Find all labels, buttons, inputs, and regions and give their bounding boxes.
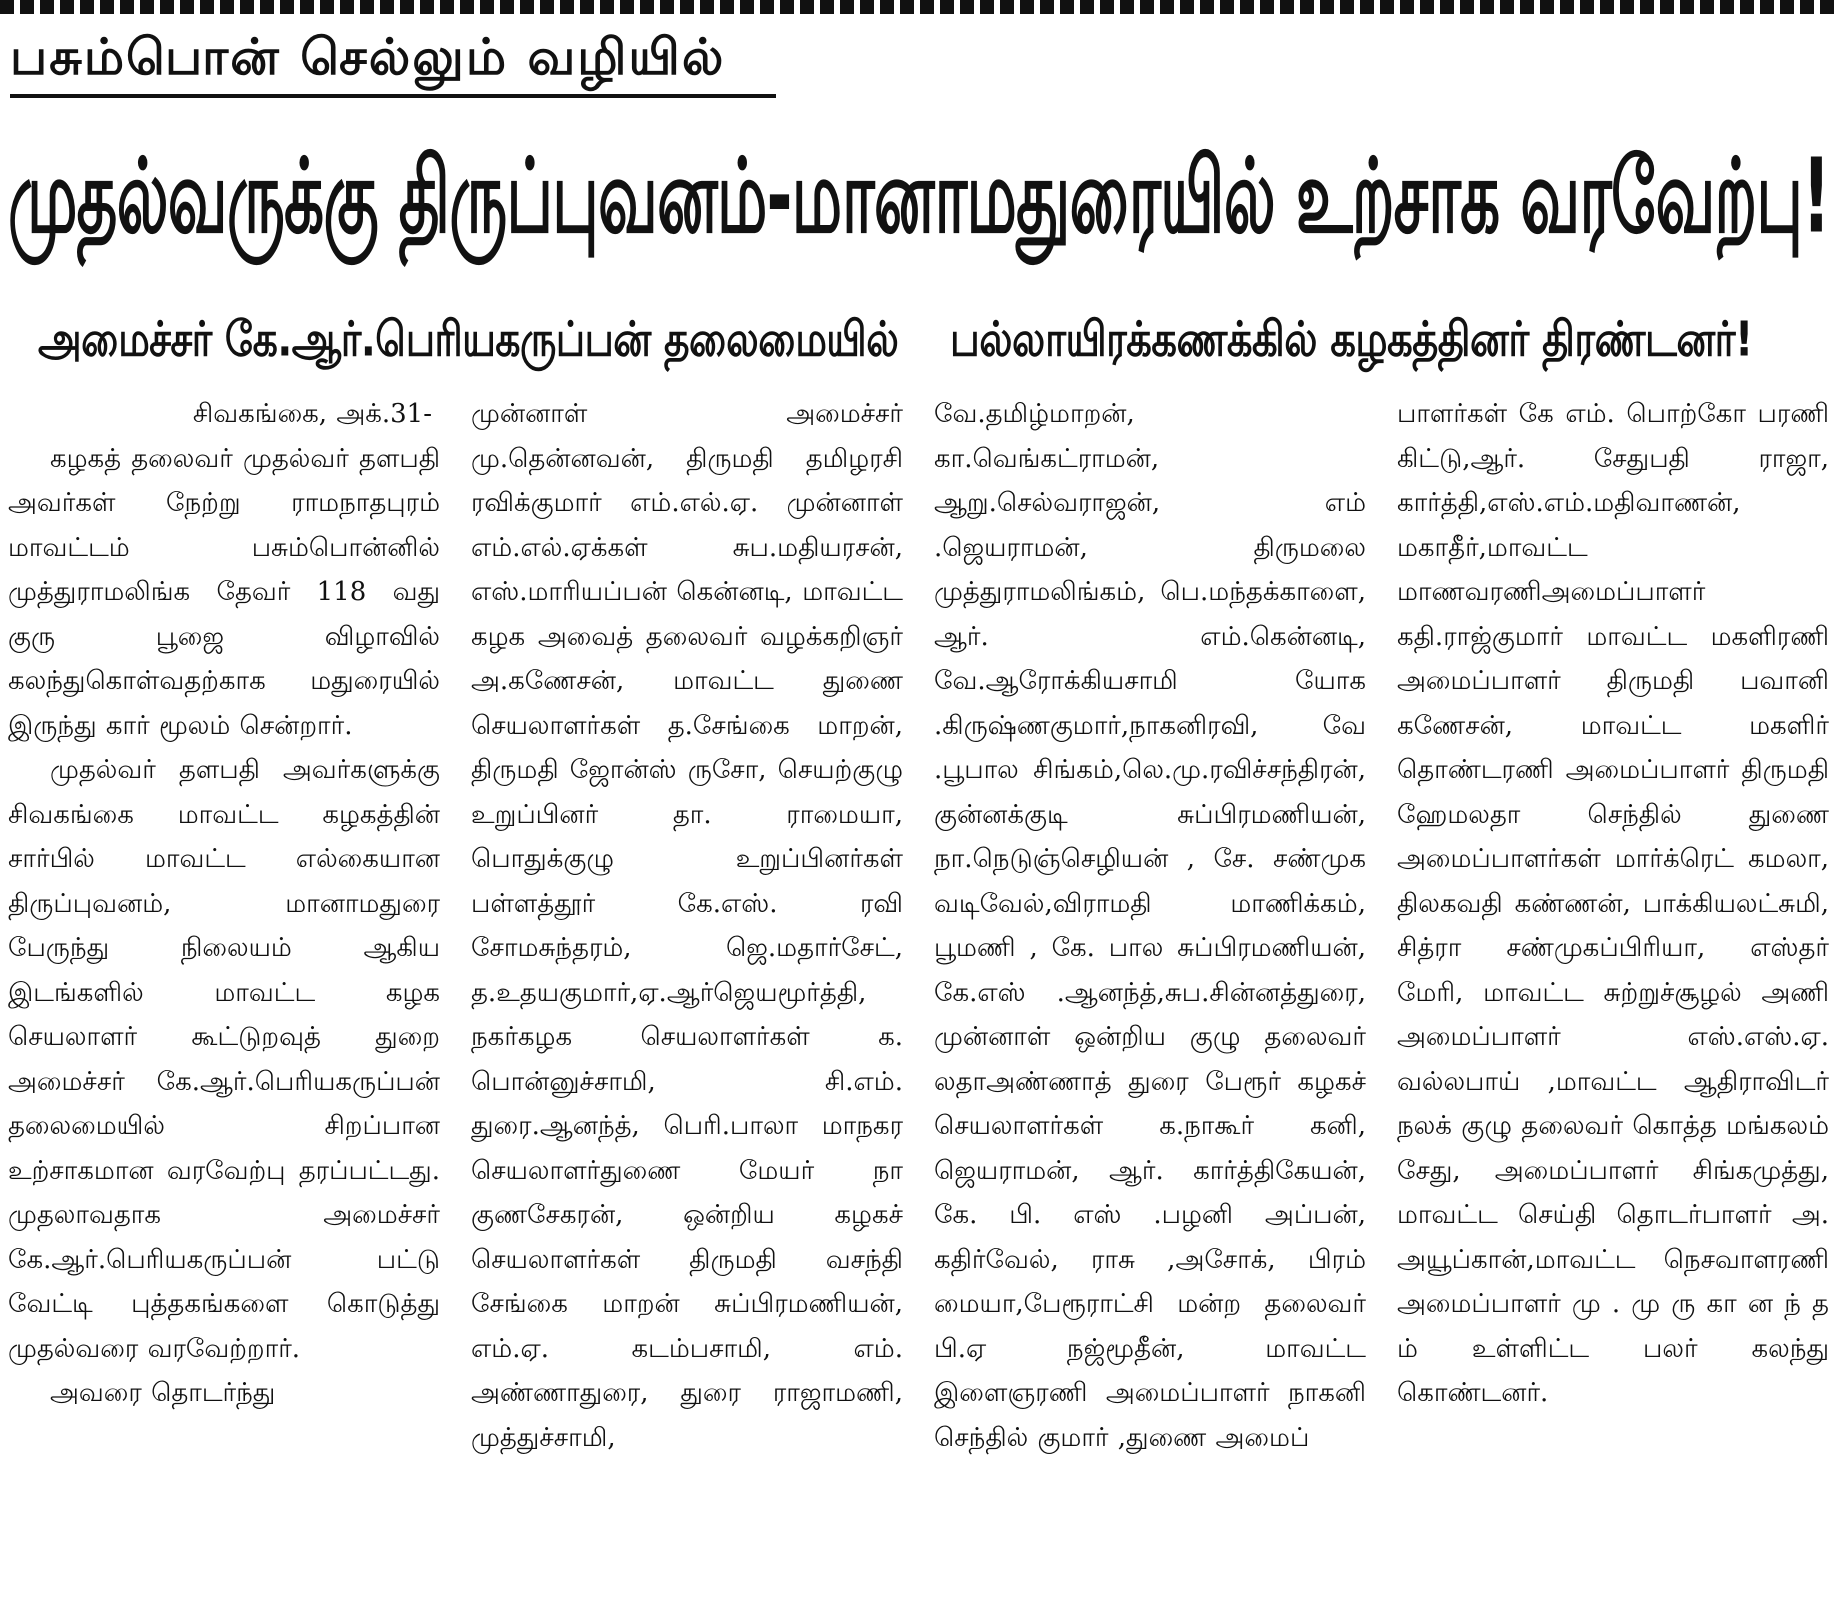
paragraph: வே.தமிழ்மாறன், கா.வெங்கட்ராமன், ஆறு.செல்வராஜன், எம் .ஜெயராமன், திருமலை முத்துராமலிங்கம், பெ.மந்தக்காளை, ஆர். எம்.கென்னடி, வே.ஆரோக்கியசாமி யோக .கிருஷ்ணகுமார்,நாகனிரவி, வே .பூபால சிங்கம்,லெ.மு.ரவிச்சந்திரன், குன்னக்குடி சுப்பிரமணியன், நா.நெடுஞ்செழியன் , சே. சண்முக வடிவேல்,விராமதி மாணிக்கம், பூமணி , கே. பால சுப்பிரமணியன், கே.எஸ் .ஆனந்த்,சுப.சின்னத்துரை, முன்னாள் ஒன்றிய குழு தலைவர் லதாஅண்ணாத் துரை பேரூர் கழகச் செயலாளர்கள் க.நாகூர் கனி, ஜெயராமன், ஆர். கார்த்திகேயன், கே. பி. எஸ் .பழனி அப்பன், கதிர்வேல், ராசு ,அசோக், பிரம் மையா,பேரூராட்சி மன்ற தலைவர் பி.ஏ நஜ்மூதீன், மாவட்ட இளைஞரணி அமைப்பாளர் நாகனி செந்தில் குமார் ,துணை அமைப் [934,399,1366,1453]
headline: முதல்வருக்கு திருப்புவனம்-மானாமதுரையில் உற்சாக வரவேற்பு! [8,137,1830,257]
column-1 [8,392,440,1614]
paragraph: முதல்வர் தளபதி அவர்களுக்கு சிவகங்கை மாவட்ட கழகத்தின் சார்பில் மாவட்ட எல்கையான திருப்புவனம், மானாமதுரை பேருந்து நிலையம் ஆகிய இடங்களில் மாவட்ட கழக செயலாளர் கூட்டுறவுத் துறை அமைச்சர் கே.ஆர்.பெரியகருப்பன் தலைமையில் சிறப்பான உற்சாகமான வரவேற்பு தரப்பட்டது. முதலாவதாக அமைச்சர் கே.ஆர்.பெரியகருப்பன் பட்டு வேட்டி புத்தகங்களை கொடுத்து முதல்வரை வரவேற்றார். [8,755,440,1364]
paragraph: பாளர்கள் கே எம். பொற்கோ பரணி கிட்டு,ஆர். சேதுபதி ராஜா, கார்த்தி,எஸ்.எம்.மதிவாணன், மகாதீர்,மாவட்ட மாணவரணிஅமைப்பாளர் கதி.ராஜ்குமார் மாவட்ட மகளிரணி அமைப்பாளர் திருமதி பவானி கணேசன், மாவட்ட மகளிர் தொண்டரணி அமைப்பாளர் திருமதி ஹேமலதா செந்தில் துணை அமைப்பாளர்கள் மார்க்ரெட் கமலா, திலகவதி கண்ணன், பாக்கியலட்சுமி, சித்ரா சண்முகப்பிரியா, எஸ்தர் மேரி, மாவட்ட சுற்றுச்சூழல் அணி அமைப்பாளர் எஸ்.எஸ்.ஏ. வல்லபாய் ,மாவட்ட ஆதிராவிடர் நலக் குழு தலைவர் கொத்த மங்கலம் சேது, அமைப்பாளர் சிங்கமுத்து, மாவட்ட செய்தி தொடர்பாளர் அ. அயூப்கான்,மாவட்ட நெசவாளரணி அமைப்பாளர் மு . மு ரு கா ன ந் த ம் உள்ளிட்ட பலர் கலந்து கொண்டனர். [1397,399,1829,1408]
kicker-heading: பசும்பொன் செல்லும் வழியில் [10,28,726,86]
kicker-underline [10,94,776,98]
subhead-left: அமைச்சர் கே.ஆர்.பெரியகருப்பன் தலைமையில் [38,312,899,368]
paragraph: அவரை தொடர்ந்து [50,1378,276,1408]
subheads [0,286,1838,376]
top-dashed-border [0,0,1838,14]
paragraph: முன்னாள் அமைச்சர் மு.தென்னவன், திருமதி தமிழரசி ரவிக்குமார் எம்.எல்.ஏ. முன்னாள் எம்.எல்.ஏக்கள் சுப.மதியரசன், எஸ்.மாரியப்பன் கென்னடி, மாவட்ட கழக அவைத் தலைவர் வழக்கறிஞர் அ.கணேசன், மாவட்ட துணை செயலாளர்கள் த.சேங்கை மாறன், திருமதி ஜோன்ஸ் ருசோ, செயற்குழு உறுப்பினர் தா. ராமையா, பொதுக்குழு உறுப்பினர்கள் பள்ளத்தூர் கே.எஸ். ரவி சோமசுந்தரம், ஜெ.மதார்சேட், த.உதயகுமார்,ஏ.ஆர்ஜெயமூர்த்தி, நகர்கழக செயலாளர்கள் க. பொன்னுச்சாமி, சி.எம். துரை.ஆனந்த், பெரி.பாலா மாநகர செயலாளர்துணை மேயர் நா குணசேகரன், ஒன்றிய கழகச் செயலாளர்கள் திருமதி வசந்தி சேங்கை மாறன் சுப்பிரமணியன், எம்.ஏ. கடம்பசாமி, எம். அண்ணாதுரை, துரை ராஜாமணி, முத்துச்சாமி, [471,399,903,1453]
dateline: சிவகங்கை, அக்.31- [192,399,432,429]
column-2 [471,392,903,1614]
article-body [8,392,1830,1614]
subhead-right: பல்லாயிரக்கணக்கில் கழகத்தினர் திரண்டனர்! [950,312,1753,368]
column-3 [934,392,1366,1614]
column-4 [1397,392,1829,1614]
paragraph: கழகத் தலைவர் முதல்வர் தளபதி அவர்கள் நேற்று ராமநாதபுரம் மாவட்டம் பசும்பொன்னில் முத்துராமலிங்க தேவர் 118 வது குரு பூஜை விழாவில் கலந்துகொள்வதற்காக மதுரையில் இருந்து கார் மூலம் சென்றார். [8,443,440,741]
